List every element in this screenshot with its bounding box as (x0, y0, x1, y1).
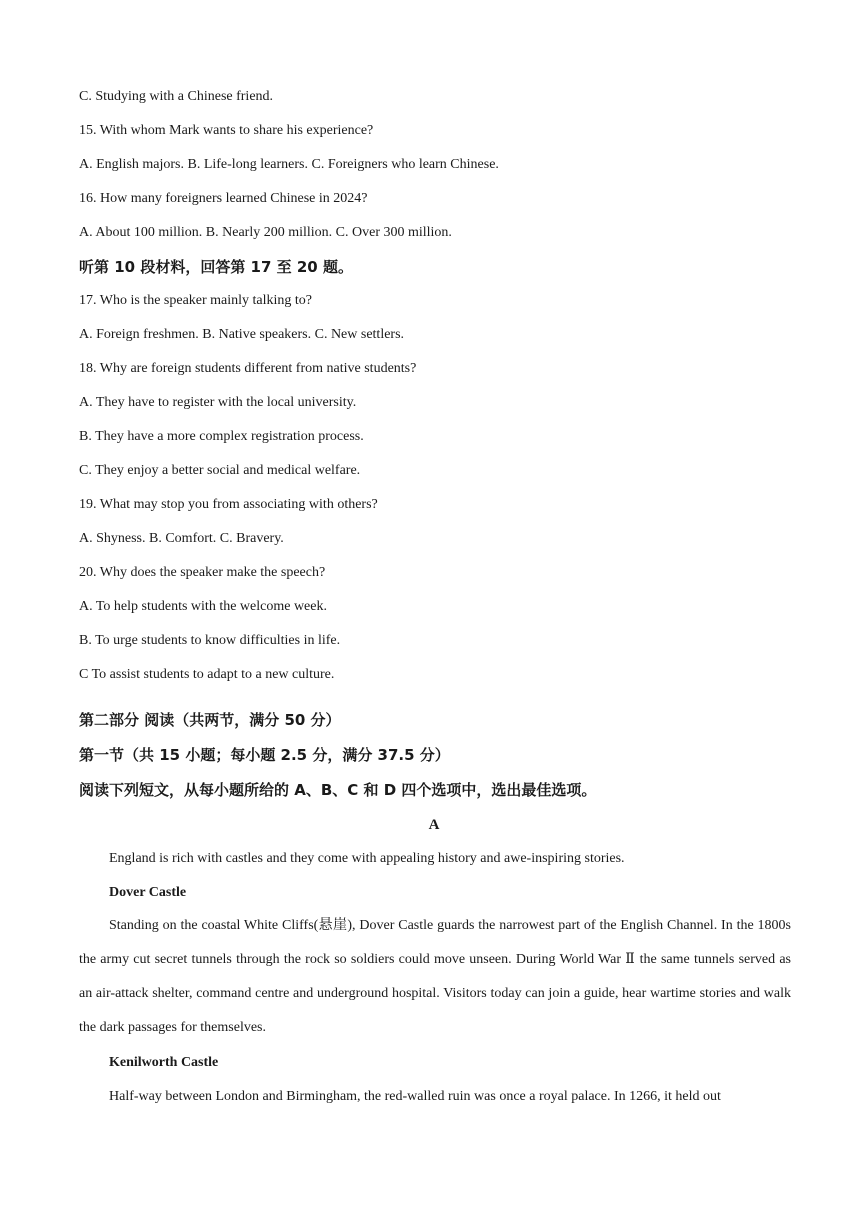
option-18c: C. They enjoy a better social and medical welfare. (79, 463, 361, 478)
options-15: A. English majors. B. Life-long learners. C. Foreigners who learn Chinese. (79, 157, 499, 172)
question-15: 15. With whom Mark wants to share his experience? (79, 123, 374, 138)
section-instruction-material-10: 听第 10 段材料，回答第 17 至 20 题。 (79, 258, 353, 276)
option-18b: B. They have a more complex registration process. (79, 429, 364, 444)
options-19: A. Shyness. B. Comfort. C. Bravery. (79, 531, 284, 546)
subheading-kenilworth-castle: Kenilworth Castle (109, 1055, 219, 1070)
option-line-14c: C. Studying with a Chinese friend. (79, 89, 274, 104)
options-17: A. Foreign freshmen. B. Native speakers. C. New settlers. (79, 327, 405, 342)
option-20c: C To assist students to adapt to a new culture. (79, 667, 335, 682)
passage-label: A (428, 817, 440, 833)
subheading-dover-castle: Dover Castle (109, 885, 187, 900)
question-19: 19. What may stop you from associating with others? (79, 497, 378, 512)
question-18: 18. Why are foreign students different from native students? (79, 361, 417, 376)
part-two-heading: 第二部分 阅读（共两节，满分 50 分） (79, 711, 341, 729)
question-17: 17. Who is the speaker mainly talking to? (79, 293, 313, 308)
question-16: 16. How many foreigners learned Chinese in 2024? (79, 191, 368, 206)
section-one-heading: 第一节（共 15 小题；每小题 2.5 分，满分 37.5 分） (79, 746, 450, 764)
passage-intro: England is rich with castles and they come with appealing history and awe-inspiring stories. (109, 851, 625, 866)
question-20: 20. Why does the speaker make the speech? (79, 565, 326, 580)
paragraph-kenilworth-castle: Half-way between London and Birmingham, the red-walled ruin was once a royal palace. In 1266, it held out (109, 1089, 721, 1104)
option-20b: B. To urge students to know difficulties in life. (79, 633, 341, 648)
options-16: A. About 100 million. B. Nearly 200 million. C. Over 300 million. (79, 225, 452, 240)
paragraph-dover-castle: Standing on the coastal White Cliffs(悬崖), Dover Castle guards the narrowest part of the English Channel. In the 1800s the army cut secret tunnels through the rock so soldiers could move unseen. During World War Ⅱ the same tunnels served as an air-attack shelter, command centre and underground hospital. Visitors today can join a guide, hear wartime stories and walk the dark passages for themselves. (79, 918, 791, 1035)
reading-instruction: 阅读下列短文，从每小题所给的 A、B、C 和 D 四个选项中，选出最佳选项。 (79, 781, 597, 799)
option-18a: A. They have to register with the local university. (79, 395, 357, 410)
option-20a: A. To help students with the welcome week. (79, 599, 327, 614)
